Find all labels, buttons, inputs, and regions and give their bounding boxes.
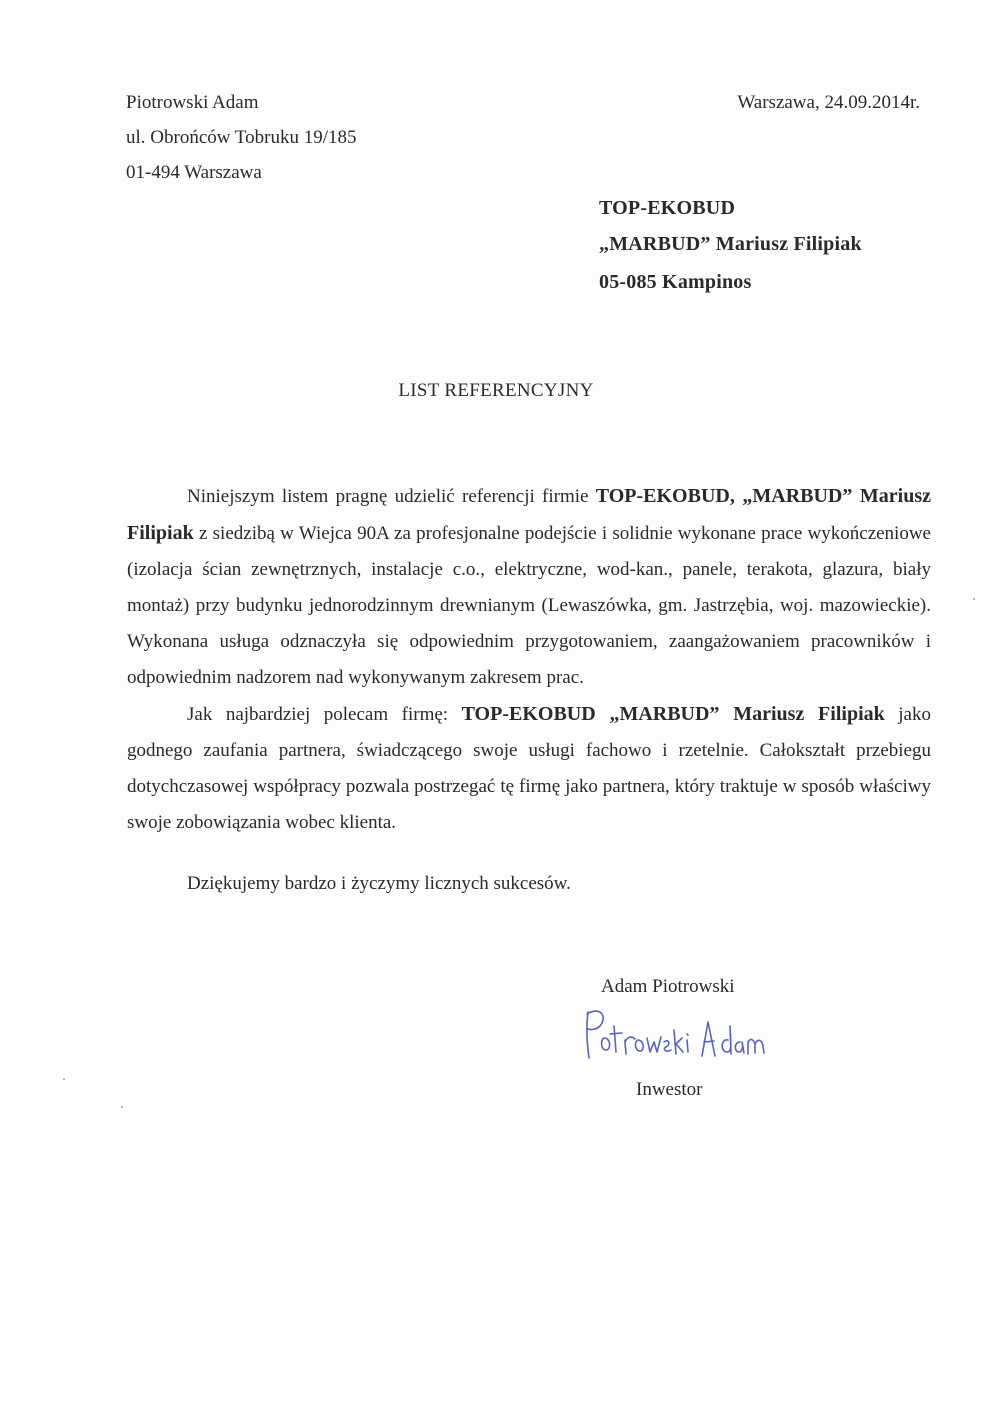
signatory-role: Inwestor xyxy=(636,1079,703,1100)
scan-speck xyxy=(973,598,975,600)
recipient-owner: „MARBUD” Mariusz Filipiak xyxy=(599,233,862,255)
letter-date: Warszawa, 24.09.2014r. xyxy=(737,92,920,113)
recipient-company: TOP-EKOBUD xyxy=(599,197,736,219)
scan-speck xyxy=(63,1078,65,1080)
paragraph-1-company: TOP-EKOBUD, „MARBUD” Mariusz Filipiak xyxy=(127,485,931,544)
paragraph-2-company: TOP-EKOBUD „MARBUD” Mariusz Filipiak xyxy=(461,703,885,725)
paragraph-2-body: jako godnego zaufania partnera, świadczącego swoje usługi fachowo i rzetelnie. Całokształt przebiegu dotychczasowej współpracy pozwala postrzegać tę firmę jako partnera, który traktuje w sposób właściwy swoje zobowiązania wobec klienta. xyxy=(127,704,931,833)
scan-speck xyxy=(121,1106,123,1108)
recipient-city: 05-085 Kampinos xyxy=(599,271,752,293)
body-paragraph-1 xyxy=(127,478,931,696)
signatory-name: Adam Piotrowski xyxy=(601,976,735,997)
paragraph-1-intro: Niniejszym listem pragnę udzielić referencji firmie xyxy=(187,486,596,507)
sender-city: 01-494 Warszawa xyxy=(126,162,262,183)
handwritten-signature xyxy=(570,1000,770,1070)
document-title: LIST REFERENCYJNY xyxy=(398,380,594,401)
paragraph-1-body: z siedzibą w Wiejca 90A za profesjonalne podejście i solidnie wykonane prace wykończeniowe (izolacja ścian zewnętrznych, instalacje c.o., elektryczne, wod-kan., panele, terakota, glazura, biały montaż) przy budynku jednorodzinnym drewnianym (Lewaszówka, gm. Jastrzębia, woj. mazowieckie). Wykonana usługa odznaczyła się odpowiednim przygotowaniem, zaangażowaniem pracowników i odpowiednim nadzorem nad wykonywanym zakresem prac. xyxy=(127,523,931,688)
paragraph-2-intro: Jak najbardziej polecam firmę: xyxy=(187,704,462,725)
sender-name: Piotrowski Adam xyxy=(126,92,259,113)
sender-street: ul. Obrońców Tobruku 19/185 xyxy=(126,127,357,148)
body-paragraph-2 xyxy=(127,696,931,841)
closing-thanks: Dziękujemy bardzo i życzymy licznych sukcesów. xyxy=(187,873,571,894)
